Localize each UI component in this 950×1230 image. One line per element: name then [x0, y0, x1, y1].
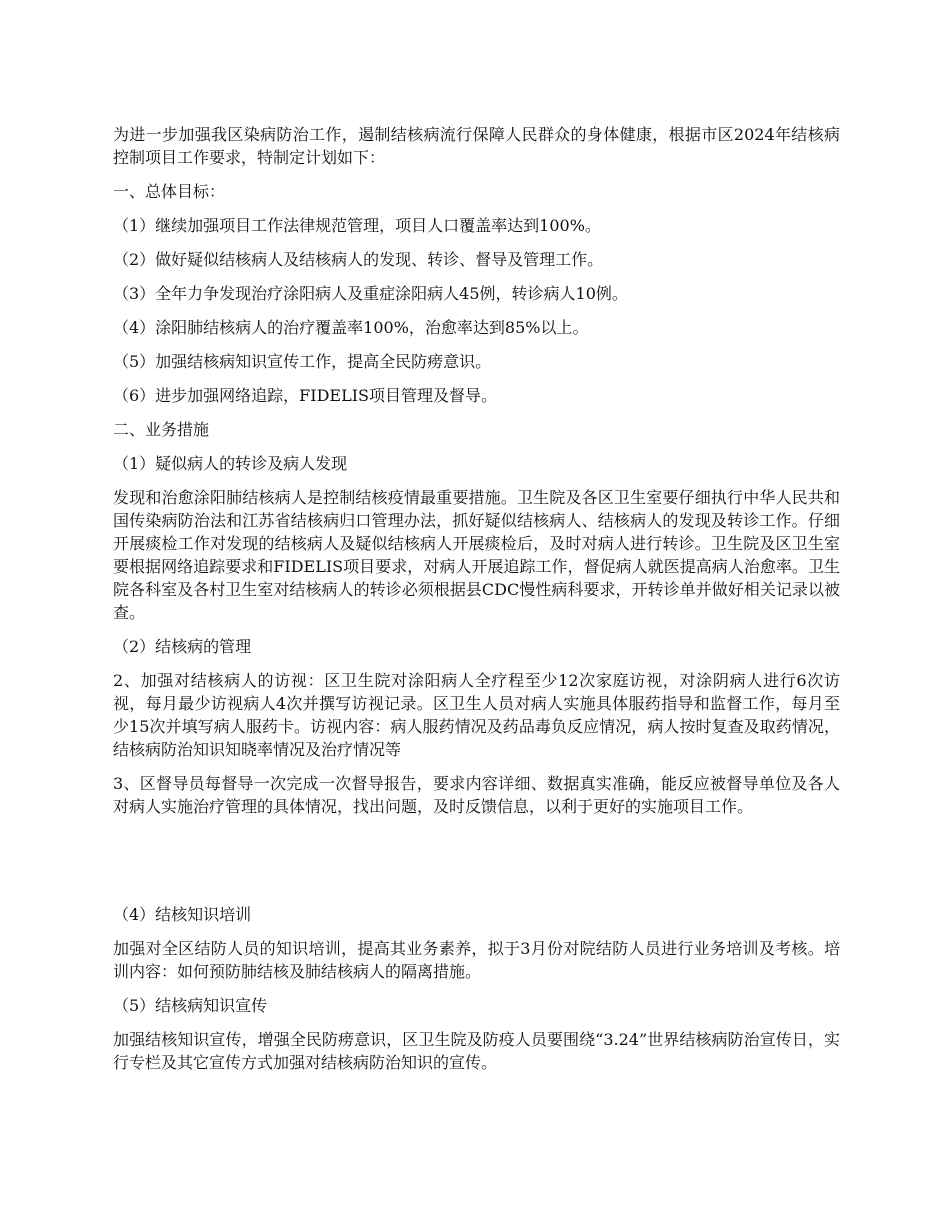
management-item-visits: 2、加强对结核病人的访视：区卫生院对涂阳病人全疗程至少12次家庭访视，对涂阴病人进行6次访视，每月最少访视病人4次并撰写访视记录。区卫生人员对病人实施具体服药指导和监督工作，每月至少15次并填写病人服药卡。访视内容：病人服药情况及药品毒负反应情况，病人按时复查及取药情况，结核病防治知识知晓率情况及治疗情况等	[113, 671, 840, 759]
section-heading-goals: 一、总体目标：	[113, 182, 226, 201]
goal-item: （2）做好疑似结核病人及结核病人的发现、转诊、督导及管理工作。	[113, 250, 604, 269]
referral-paragraph: 发现和治愈涂阳肺结核病人是控制结核疫情最重要措施。卫生院及各区卫生室要仔细执行中华人民共和国传染病防治法和江苏省结核病归口管理办法，抓好疑似结核病人、结核病人的发现及转诊工作。仔细开展痰检工作对发现的结核病人及疑似结核病人开展痰检后，及时对病人进行转诊。卫生院及区卫生室要根据网络追踪要求和FIDELIS项目要求，对病人开展追踪工作，督促病人就医提高病人治愈率。卫生院各科室及各村卫生室对结核病人的转诊必须根据县CDC慢性病科要求，开转诊单并做好相关记录以被查。	[113, 488, 840, 622]
goal-item: （3）全年力争发现治疗涂阳病人及重症涂阳病人45例，转诊病人10例。	[113, 284, 628, 303]
subsection-heading-referral: （1）疑似病人的转诊及病人发现	[113, 454, 348, 473]
goal-item: （4）涂阳肺结核病人的治疗覆盖率100%，治愈率达到85%以上。	[113, 318, 589, 337]
goal-item: （5）加强结核病知识宣传工作，提高全民防痨意识。	[113, 352, 492, 371]
training-paragraph: 加强对全区结防人员的知识培训，提高其业务素养，拟于3月份对院结防人员进行业务培训及考核。培训内容：如何预防肺结核及肺结核病人的隔离措施。	[113, 939, 840, 981]
management-item-supervision: 3、区督导员每督导一次完成一次督导报告，要求内容详细、数据真实准确，能反应被督导单位及各人对病人实施治疗管理的具体情况，找出问题，及时反馈信息，以利于更好的实施项目工作。	[113, 774, 840, 816]
subsection-heading-management: （2）结核病的管理	[113, 637, 252, 656]
subsection-heading-publicity: （5）结核病知识宣传	[113, 996, 268, 1015]
subsection-heading-training: （4）结核知识培训	[113, 905, 252, 924]
document-body	[113, 123, 840, 1085]
goal-item: （1）继续加强项目工作法律规范管理，项目人口覆盖率达到100%。	[113, 216, 601, 235]
intro-paragraph: 为进一步加强我区染病防治工作，遏制结核病流行保障人民群众的身体健康，根据市区2024年结核病控制项目工作要求，特制定计划如下：	[113, 125, 840, 167]
section-heading-measures: 二、业务措施	[113, 420, 210, 439]
goal-item: （6）进步加强网络追踪，FIDELIS项目管理及督导。	[113, 386, 498, 405]
blank-gap	[113, 829, 840, 903]
publicity-paragraph: 加强结核知识宣传，增强全民防痨意识，区卫生院及防疫人员要围绕“3.24”世界结核病防治宣传日，实行专栏及其它宣传方式加强对结核病防治知识的宣传。	[113, 1030, 840, 1072]
